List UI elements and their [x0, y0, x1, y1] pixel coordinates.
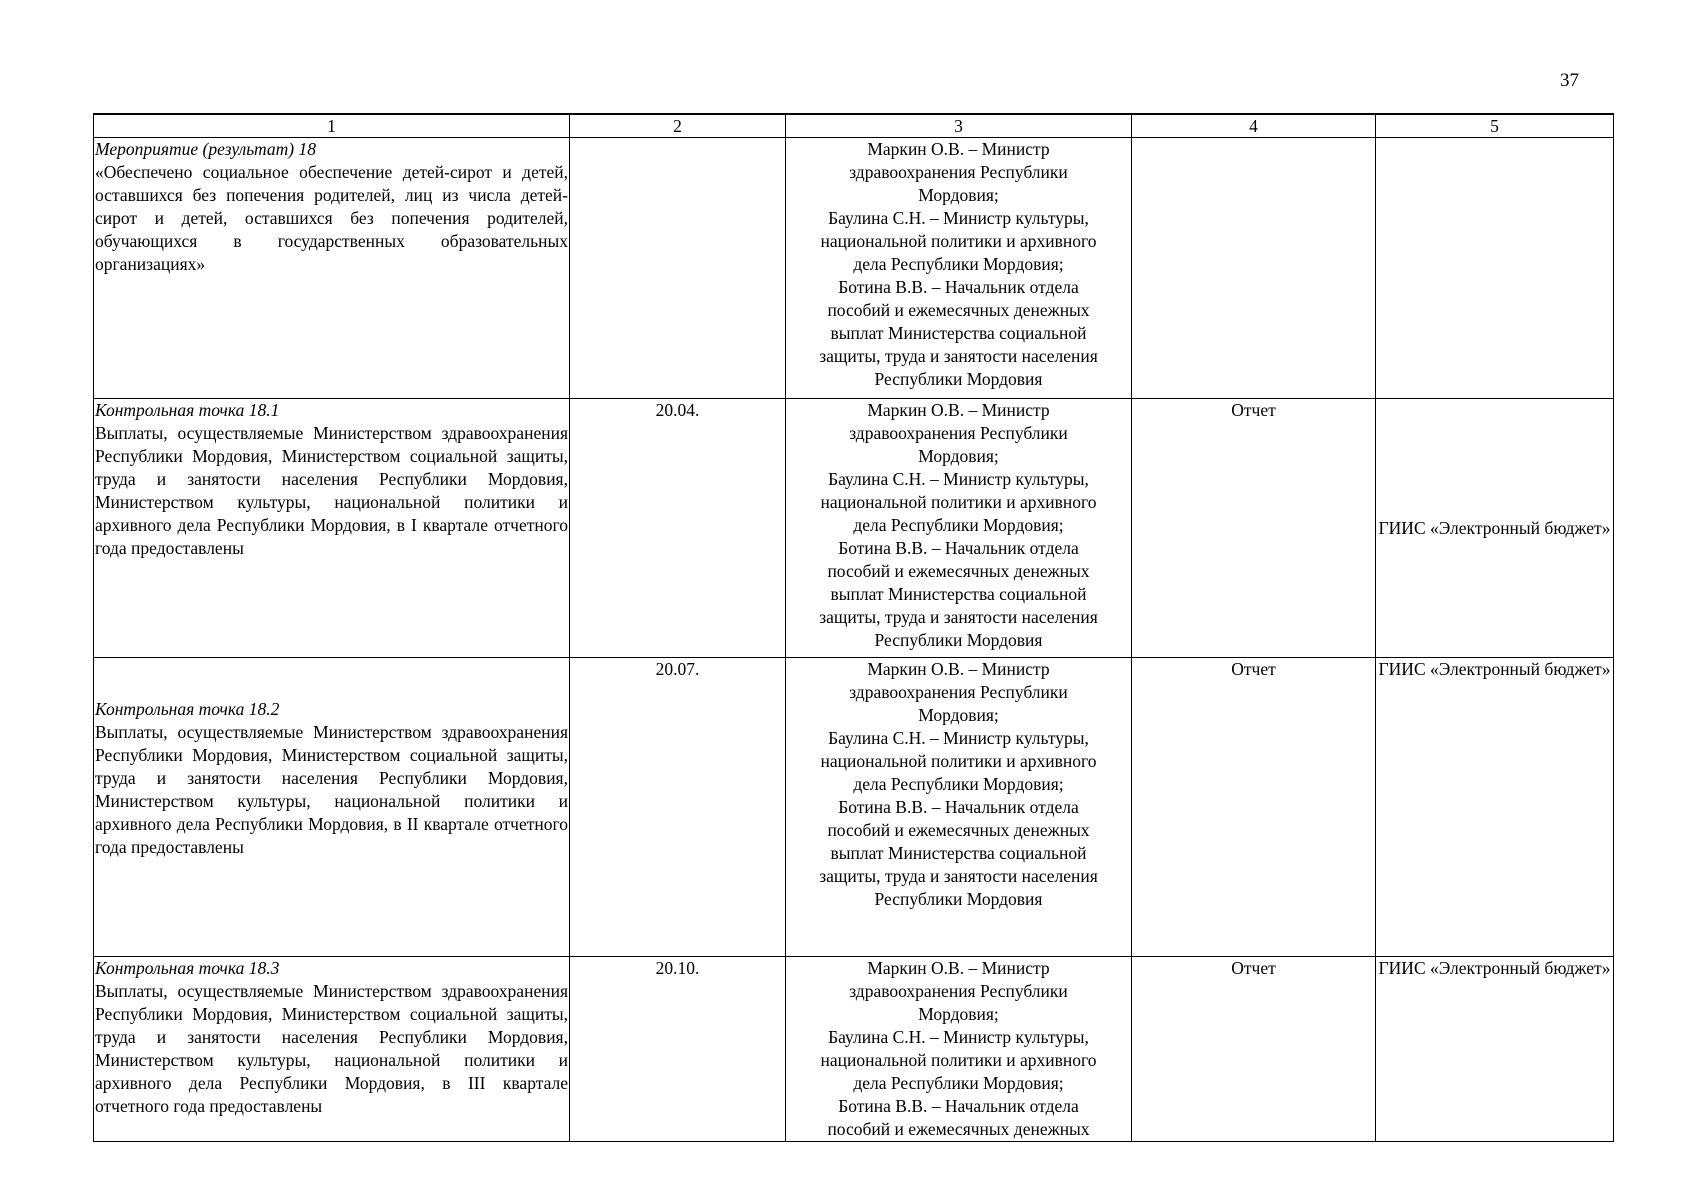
control-point-title: Контрольная точка 18.2 — [95, 699, 280, 719]
header-col-2: 2 — [570, 114, 786, 138]
measure-title: Мероприятие (результат) 18 — [95, 139, 316, 159]
date-cell: 20.10. — [570, 957, 786, 1142]
responsible-line: Мордовия; — [918, 1004, 999, 1024]
information-system-cell — [1376, 138, 1614, 399]
responsible-cell — [786, 957, 1132, 1142]
control-point-description: Выплаты, осуществляемые Министерством здравоохранения Республики Мордовия, Министерством социальной защиты, труда и занятости населения Республики Мордовия, Министерством культуры, национальной политики и архивного дела Республики Мордовия, в III квартале отчетного года предоставлены — [95, 981, 568, 1116]
date-cell: 20.04. — [570, 399, 786, 658]
responsible-line: пособий и ежемесячных денежных — [827, 1119, 1090, 1139]
date-cell — [570, 138, 786, 399]
measure-cell — [94, 138, 570, 399]
responsible-line: дела Республики Мордовия; — [853, 515, 1064, 535]
control-point-cell — [94, 658, 570, 957]
control-point-description: Выплаты, осуществляемые Министерством здравоохранения Республики Мордовия, Министерством социальной защиты, труда и занятости населения Республики Мордовия, Министерством культуры, национальной политики и архивного дела Республики Мордовия, в I квартале отчетного года предоставлены — [95, 423, 568, 558]
document-type-cell — [1132, 138, 1376, 399]
responsible-line: дела Республики Мордовия; — [853, 254, 1064, 274]
responsible-cell — [786, 658, 1132, 957]
control-point-title: Контрольная точка 18.1 — [95, 400, 280, 420]
responsible-line: Мордовия; — [918, 446, 999, 466]
responsible-line: Маркин О.В. – Министр — [867, 659, 1050, 679]
table-row — [94, 957, 1614, 1142]
header-col-5: 5 — [1376, 114, 1614, 138]
responsible-line: Баулина С.Н. – Министр культуры, — [828, 728, 1089, 748]
responsible-line: здравоохранения Республики — [849, 981, 1068, 1001]
information-system-cell: ГИИС «Электронный бюджет» — [1376, 658, 1614, 957]
document-type-cell: Отчет — [1132, 658, 1376, 957]
responsible-line: пособий и ежемесячных денежных — [827, 300, 1090, 320]
control-point-cell — [94, 399, 570, 658]
responsible-line: Баулина С.Н. – Министр культуры, — [828, 1027, 1089, 1047]
responsible-line: пособий и ежемесячных денежных — [827, 820, 1090, 840]
control-point-title: Контрольная точка 18.3 — [95, 958, 280, 978]
responsible-line: защиты, труда и занятости населения — [819, 607, 1098, 627]
table-row — [94, 138, 1614, 399]
responsible-line: выплат Министерства социальной — [830, 843, 1087, 863]
responsible-line: Маркин О.В. – Министр — [867, 400, 1050, 420]
responsible-line: Ботина В.В. – Начальник отдела — [838, 1096, 1079, 1116]
responsible-line: здравоохранения Республики — [849, 423, 1068, 443]
responsible-line: национальной политики и архивного — [820, 231, 1097, 251]
responsible-line: защиты, труда и занятости населения — [819, 346, 1098, 366]
header-row — [94, 114, 1614, 138]
responsible-line: Ботина В.В. – Начальник отдела — [838, 277, 1079, 297]
responsible-line: Маркин О.В. – Министр — [867, 139, 1050, 159]
document-type-cell: Отчет — [1132, 399, 1376, 658]
responsible-line: национальной политики и архивного — [820, 1050, 1097, 1070]
responsible-line: здравоохранения Республики — [849, 162, 1068, 182]
responsible-line: национальной политики и архивного — [820, 492, 1097, 512]
responsible-line: национальной политики и архивного — [820, 751, 1097, 771]
date-cell: 20.07. — [570, 658, 786, 957]
responsible-line: Баулина С.Н. – Министр культуры, — [828, 469, 1089, 489]
responsible-line: здравоохранения Республики — [849, 682, 1068, 702]
header-col-1: 1 — [94, 114, 570, 138]
responsible-line: выплат Министерства социальной — [830, 584, 1087, 604]
responsible-line: выплат Министерства социальной — [830, 323, 1087, 343]
responsible-line: Баулина С.Н. – Министр культуры, — [828, 208, 1089, 228]
responsible-line: Ботина В.В. – Начальник отдела — [838, 797, 1079, 817]
page-number: 37 — [1560, 70, 1579, 91]
responsible-line: защиты, труда и занятости населения — [819, 866, 1098, 886]
responsible-line: дела Республики Мордовия; — [853, 1073, 1064, 1093]
control-point-description: Выплаты, осуществляемые Министерством здравоохранения Республики Мордовия, Министерством социальной защиты, труда и занятости населения Республики Мордовия, Министерством культуры, национальной политики и архивного дела Республики Мордовия, в II квартале отчетного года предоставлены — [95, 722, 568, 857]
responsible-line: Мордовия; — [918, 185, 999, 205]
information-system-cell: ГИИС «Электронный бюджет» — [1376, 399, 1614, 658]
plan-table — [93, 113, 1614, 1142]
responsible-line: Маркин О.В. – Министр — [867, 958, 1050, 978]
header-col-4: 4 — [1132, 114, 1376, 138]
responsible-line: дела Республики Мордовия; — [853, 774, 1064, 794]
table-row — [94, 399, 1614, 658]
responsible-line: Республики Мордовия — [874, 630, 1043, 650]
responsible-line: Республики Мордовия — [874, 369, 1043, 389]
information-system-cell: ГИИС «Электронный бюджет» — [1376, 957, 1614, 1142]
responsible-line: Республики Мордовия — [874, 889, 1043, 909]
responsible-line: Ботина В.В. – Начальник отдела — [838, 538, 1079, 558]
responsible-cell — [786, 138, 1132, 399]
document-type-cell: Отчет — [1132, 957, 1376, 1142]
control-point-cell — [94, 957, 570, 1142]
responsible-line: Мордовия; — [918, 705, 999, 725]
responsible-cell — [786, 399, 1132, 658]
header-col-3: 3 — [786, 114, 1132, 138]
measure-description: «Обеспечено социальное обеспечение детей-сирот и детей, оставшихся без попечения родителей, лиц из числа детей-сирот и детей, оставшихся без попечения родителей, обучающихся в государственных образовательных организациях» — [95, 162, 568, 274]
table-row — [94, 658, 1614, 957]
responsible-line: пособий и ежемесячных денежных — [827, 561, 1090, 581]
